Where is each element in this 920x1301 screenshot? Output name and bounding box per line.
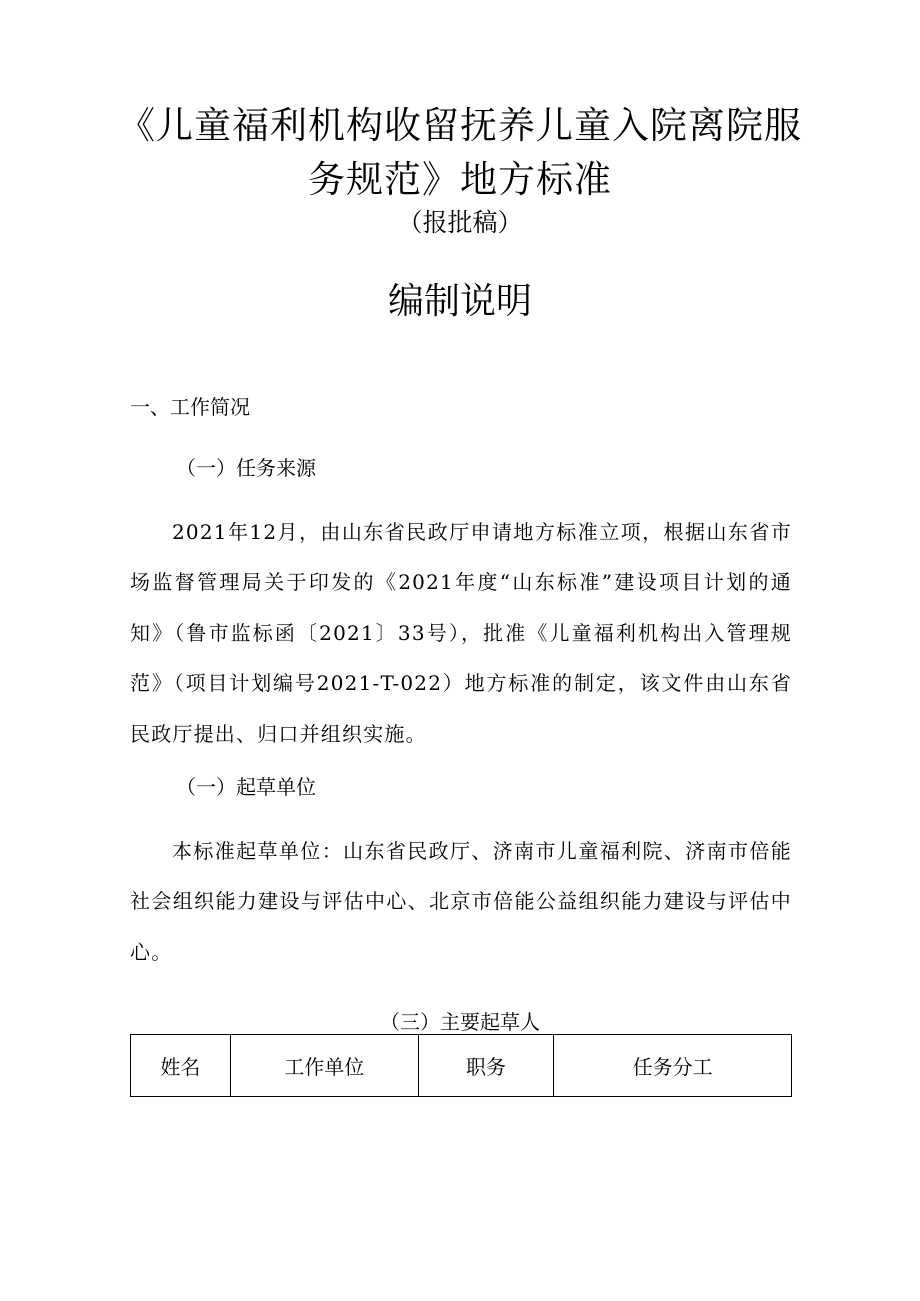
document-title-line-2: 务规范》地方标准	[308, 158, 612, 201]
section-1-1-heading: （一）任务来源	[176, 456, 316, 480]
drafters-table	[130, 1034, 792, 1097]
section-1-3-heading: （三）主要起草人	[380, 1010, 540, 1034]
document-subtitle: （报批稿）	[397, 208, 523, 237]
table-header-row	[131, 1035, 792, 1097]
section-1-2-heading: （一）起草单位	[176, 775, 316, 799]
document-title-line-1: 《儿童福利机构收留抚养儿童入院离院服	[118, 104, 802, 147]
header-cell-task-division: 任务分工	[554, 1035, 792, 1097]
section-1-2-paragraph: 本标准起草单位：山东省民政厅、济南市儿童福利院、济南市倍能社会组织能力建设与评估中心、北京市倍能公益组织能力建设与评估中心。	[130, 839, 792, 964]
header-cell-name: 姓名	[131, 1035, 231, 1097]
section-1-1-paragraph: 2021年12月，由山东省民政厅申请地方标准立项，根据山东省市场监督管理局关于印发的《2021年度“山东标准”建设项目计划的通知》（鲁市监标函〔2021〕33号），批准《儿童福利机构出入管理规范》（项目计划编号2021-T-022）地方标准的制定，该文件由山东省民政厅提出、归口并组织实施。	[130, 520, 792, 746]
header-cell-work-unit: 工作单位	[230, 1035, 418, 1097]
document-heading: 编制说明	[387, 281, 532, 322]
section-1-heading: 一、工作简况	[130, 395, 250, 419]
header-cell-position: 职务	[418, 1035, 554, 1097]
